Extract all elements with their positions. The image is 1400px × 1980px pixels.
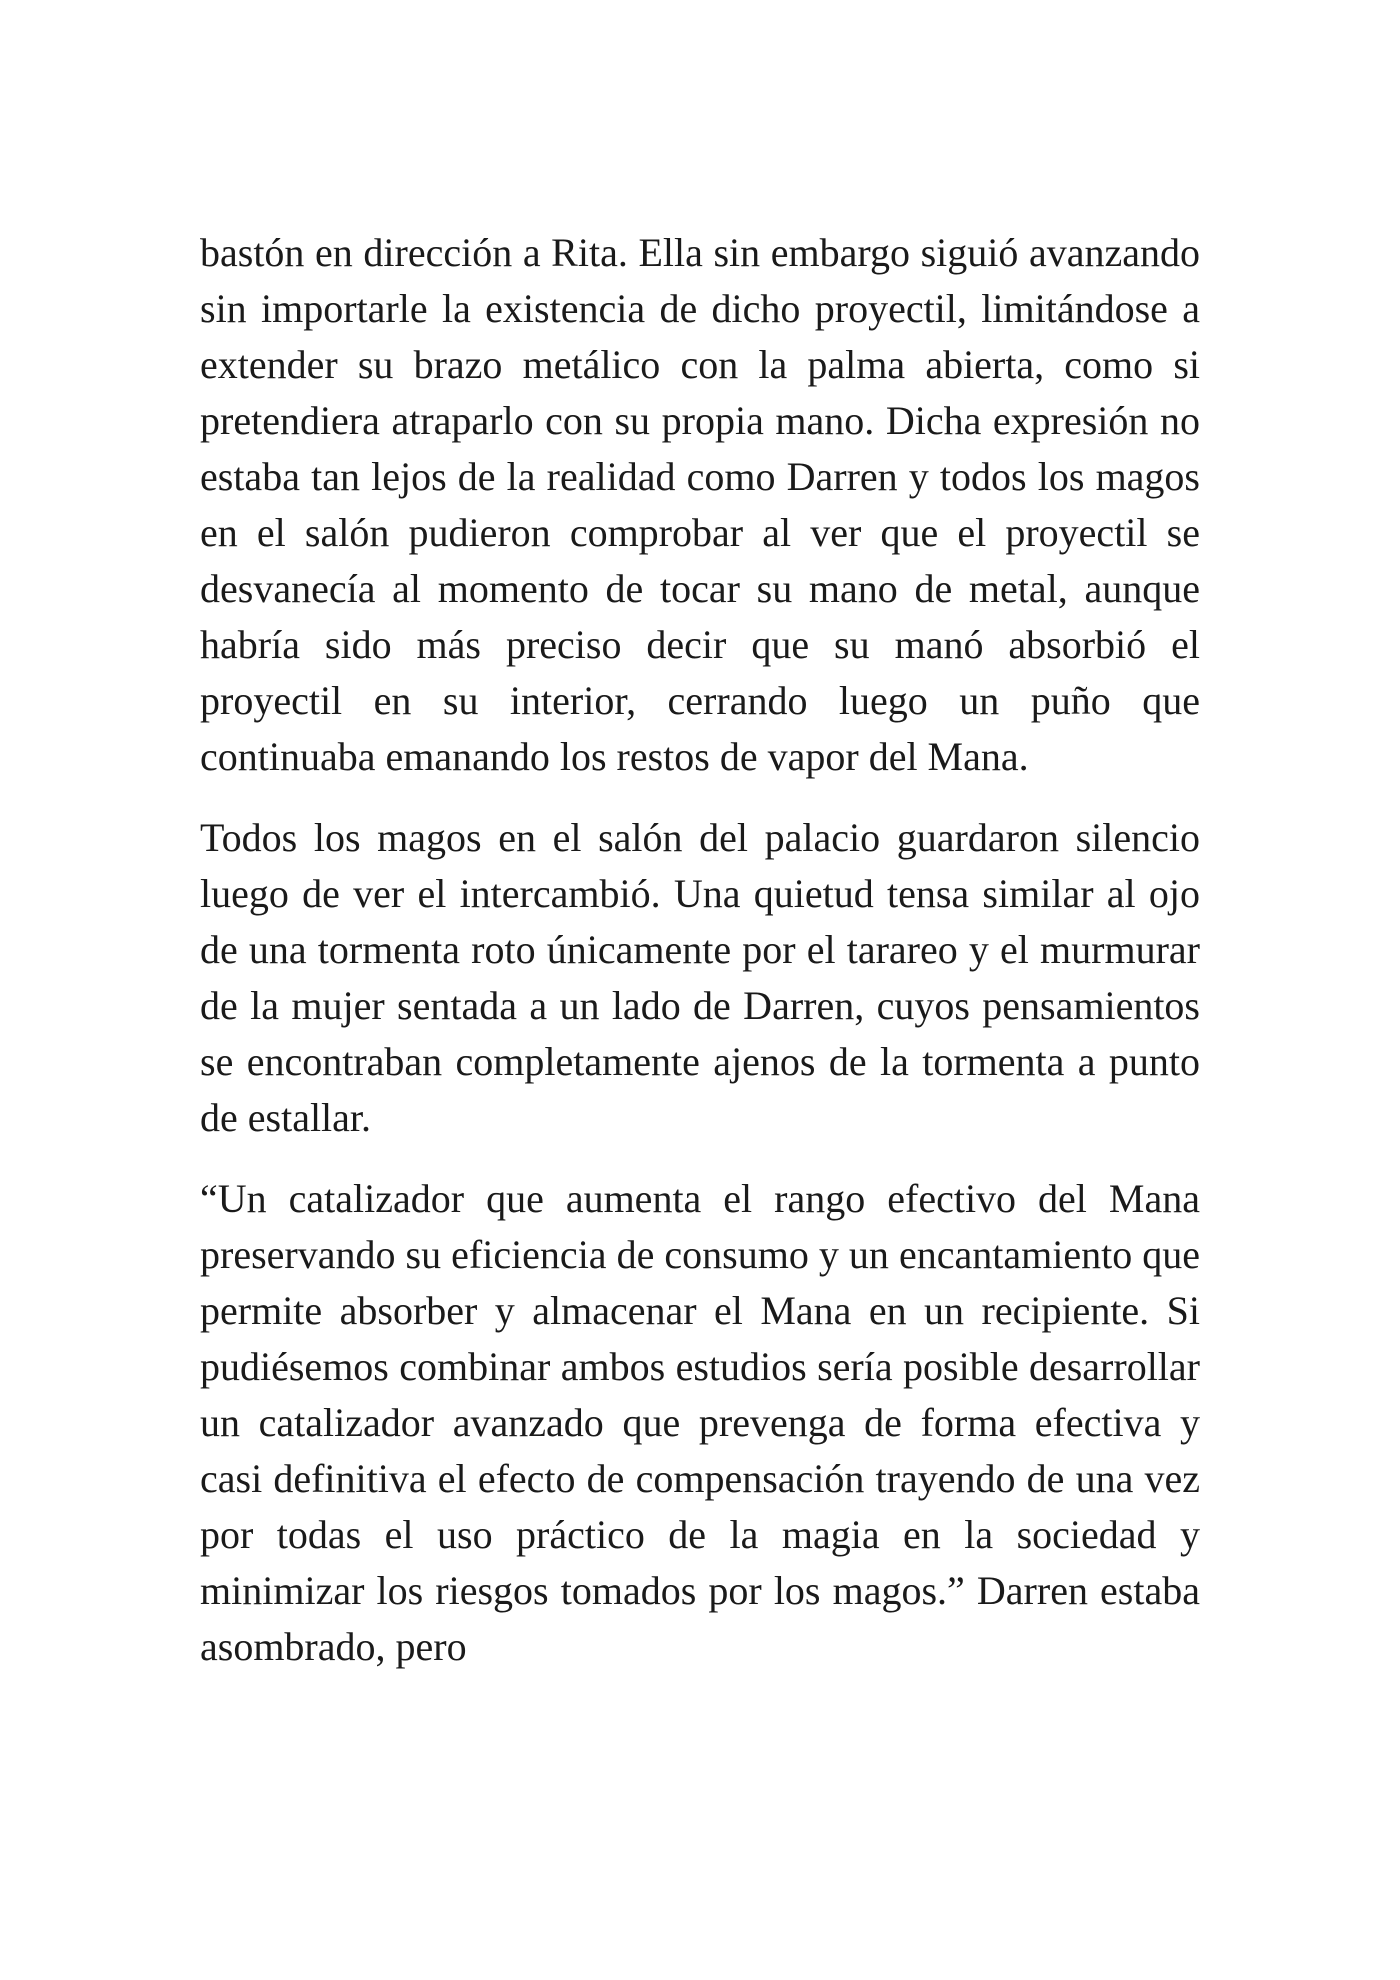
paragraph-1: bastón en dirección a Rita. Ella sin embargo siguió avanzando sin importarle la existencia de dicho proyectil, limitándose a extender su brazo metálico con la palma abierta, como si pretendiera atraparlo con su propia mano. Dicha expresión no estaba tan lejos de la realidad como Darren y todos los magos en el salón pudieron comprobar al ver que el proyectil se desvanecía al momento de tocar su mano de metal, aunque habría sido más preciso decir que su manó absorbió el proyectil en su interior, cerrando luego un puño que continuaba emanando los restos de vapor del Mana. — [200, 230, 1200, 779]
paragraph-3: “Un catalizador que aumenta el rango efectivo del Mana preservando su eficiencia de consumo y un encantamiento que permite absorber y almacenar el Mana en un recipiente. Si pudiésemos combinar ambos estudios sería posible desarrollar un catalizador avanzado que prevenga de forma efectiva y casi definitiva el efecto de compensación trayendo de una vez por todas el uso práctico de la magia en la sociedad y minimizar los riesgos tomados por los magos.” Darren estaba asombrado, pero — [200, 1176, 1200, 1669]
paragraph-2: Todos los magos en el salón del palacio guardaron silencio luego de ver el intercambió. Una quietud tensa similar al ojo de una tormenta roto únicamente por el tarareo y el murmurar de la mujer sentada a un lado de Darren, cuyos pensamientos se encontraban completamente ajenos de la tormenta a punto de estallar. — [200, 815, 1200, 1140]
document-page — [200, 225, 1200, 1700]
